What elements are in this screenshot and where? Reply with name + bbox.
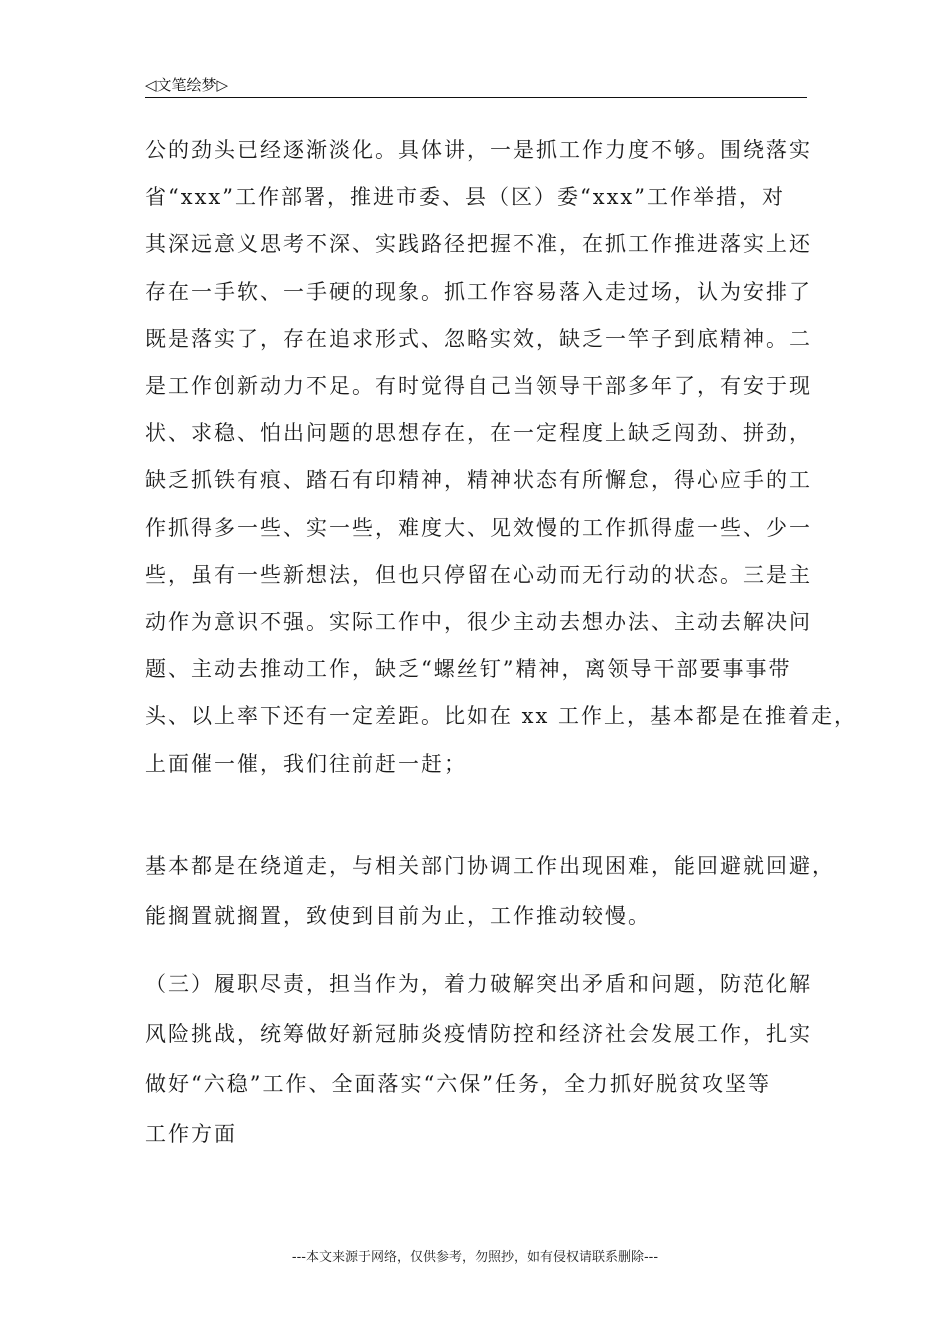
text-line: 动作为意识不强。实际工作中，很少主动去想办法、主动去解决问 bbox=[145, 610, 812, 634]
text-line: 存在一手软、一手硬的现象。抓工作容易落入走过场，认为安排了 bbox=[145, 280, 812, 304]
page-footer: ---本文来源于网络，仅供参考，勿照抄，如有侵权请联系删除--- bbox=[291, 1250, 659, 1265]
text-line: 是工作创新动力不足。有时觉得自己当领导干部多年了，有安于现 bbox=[145, 374, 812, 398]
text-line: 缺乏抓铁有痕、踏石有印精神，精神状态有所懈怠，得心应手的工 bbox=[145, 468, 812, 492]
text-line: 基本都是在绕道走，与相关部门协调工作出现困难，能回避就回避， bbox=[145, 854, 835, 878]
text-line: 其深远意义思考不深、实践路径把握不准，在抓工作推进落实上还 bbox=[145, 232, 812, 256]
text-line: 公的劲头已经逐渐淡化。具体讲，一是抓工作力度不够。围绕落实 bbox=[145, 138, 812, 162]
text-line: 题、主动去推动工作，缺乏“螺丝钉”精神，离领导干部要事事带 bbox=[145, 657, 792, 681]
text-line: 工作方面 bbox=[145, 1122, 237, 1146]
text-line: （三）履职尽责，担当作为，着力破解突出矛盾和问题，防范化解 bbox=[145, 972, 812, 996]
text-line: 省“xxx”工作部署，推进市委、县（区）委“xxx”工作举措，对 bbox=[145, 185, 786, 209]
page-header bbox=[145, 70, 807, 98]
text-line: 头、以上率下还有一定差距。比如在 xx 工作上，基本都是在推着走， bbox=[145, 704, 858, 728]
text-line: 做好“六稳”工作、全面落实“六保”任务，全力抓好脱贫攻坚等 bbox=[145, 1072, 771, 1096]
text-line: 些，虽有一些新想法，但也只停留在心动而无行动的状态。三是主 bbox=[145, 563, 812, 587]
text-line: 作抓得多一些、实一些，难度大、见效慢的工作抓得虚一些、少一 bbox=[145, 516, 812, 540]
text-line: 上面催一催，我们往前赶一赶； bbox=[145, 752, 467, 776]
text-line: 既是落实了，存在追求形式、忽略实效，缺乏一竿子到底精神。二 bbox=[145, 327, 812, 351]
text-line: 能搁置就搁置，致使到目前为止，工作推动较慢。 bbox=[145, 904, 651, 928]
text-line: 状、求稳、怕出问题的思想存在，在一定程度上缺乏闯劲、拼劲， bbox=[145, 421, 812, 445]
text-line: 风险挑战，统筹做好新冠肺炎疫情防控和经济社会发展工作，扎实 bbox=[145, 1022, 812, 1046]
header-title: ◁文笔绘梦▷ bbox=[145, 76, 229, 94]
